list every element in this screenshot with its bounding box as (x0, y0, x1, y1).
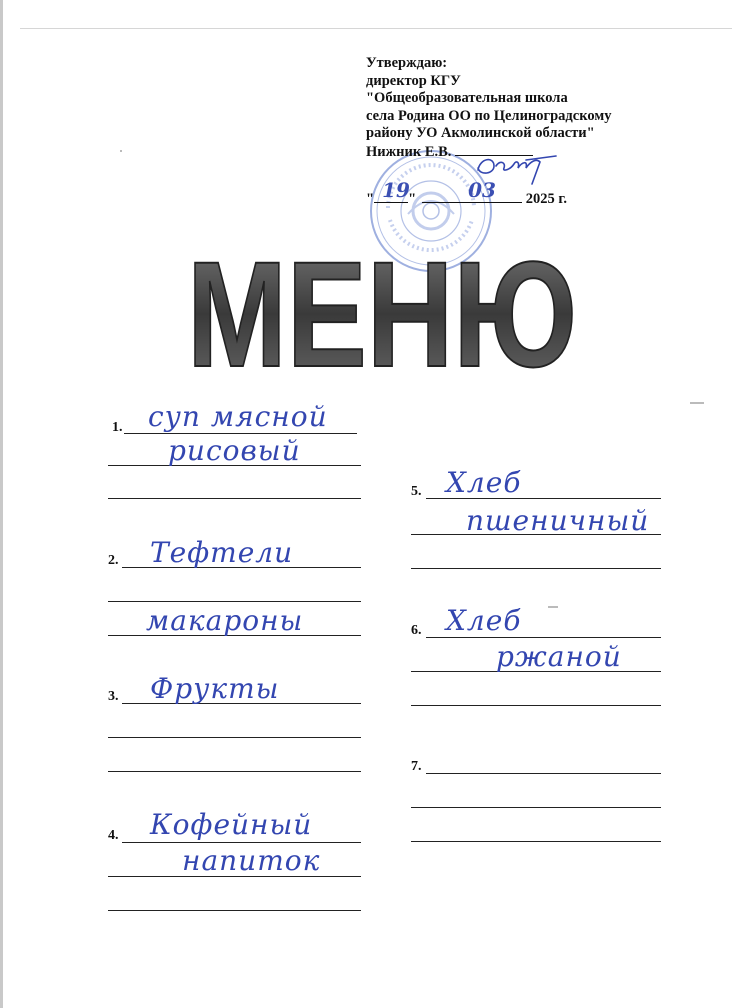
item-3-text-1: Фрукты (150, 672, 280, 705)
approval-school-line1: "Общеобразовательная школа (366, 90, 568, 106)
item-6-text-2: ржаной (496, 640, 622, 673)
date-month: 03 (468, 178, 496, 202)
item-7-line-3 (411, 841, 661, 842)
scan-speck (690, 402, 704, 404)
item-5-line-3 (411, 568, 661, 569)
item-2-line-2 (108, 601, 361, 602)
item-4-line-3 (108, 910, 361, 911)
item-2-text-3: макароны (146, 604, 304, 637)
item-2-text-1: Тефтели (150, 536, 294, 569)
item-6-text-1: Хлеб (446, 604, 522, 637)
approval-heading: Утверждаю: (366, 55, 448, 71)
approval-date (366, 178, 567, 208)
item-3-line-2 (108, 737, 361, 738)
item-7-line-1 (426, 773, 661, 774)
scan-top-line (20, 28, 732, 29)
item-1-number: 1. (112, 420, 123, 435)
item-5-text-2: пшеничный (466, 504, 650, 537)
item-6-line-1 (426, 637, 661, 638)
date-day: 19 (382, 178, 410, 202)
item-2-number: 2. (108, 553, 119, 568)
menu-title (182, 230, 582, 398)
item-5-number: 5. (411, 484, 422, 499)
item-4-text-1: Кофейный (150, 808, 313, 841)
item-3-line-3 (108, 771, 361, 772)
item-4-number: 4. (108, 828, 119, 843)
item-6-line-3 (411, 705, 661, 706)
date-mid-quote: " (408, 191, 417, 207)
item-3-number: 3. (108, 689, 119, 704)
item-4-text-2: напиток (182, 844, 321, 877)
item-4-line-1 (122, 842, 361, 843)
menu-title-text: МЕНЮ (187, 230, 577, 398)
approval-school-line3: району УО Акмолинской области" (366, 125, 595, 141)
item-7-line-2 (411, 807, 661, 808)
scan-speck (120, 150, 122, 152)
item-6-number: 6. (411, 623, 422, 638)
item-5-text-1: Хлеб (446, 466, 522, 499)
item-1-text-1: суп мясной (148, 400, 328, 433)
approval-position: директор КГУ (366, 72, 461, 89)
date-year: 2025 г. (525, 191, 567, 207)
item-1-line-3 (108, 498, 361, 499)
approval-signer: Нижник Е.В. (366, 143, 452, 160)
item-1-text-2: рисовый (168, 434, 301, 467)
item-7-number: 7. (411, 759, 422, 774)
approval-school-line2: села Родина ОО по Целиноградскому (366, 107, 612, 124)
scan-edge (0, 0, 3, 1008)
scan-speck (548, 606, 558, 608)
date-open-quote: " (366, 191, 375, 207)
